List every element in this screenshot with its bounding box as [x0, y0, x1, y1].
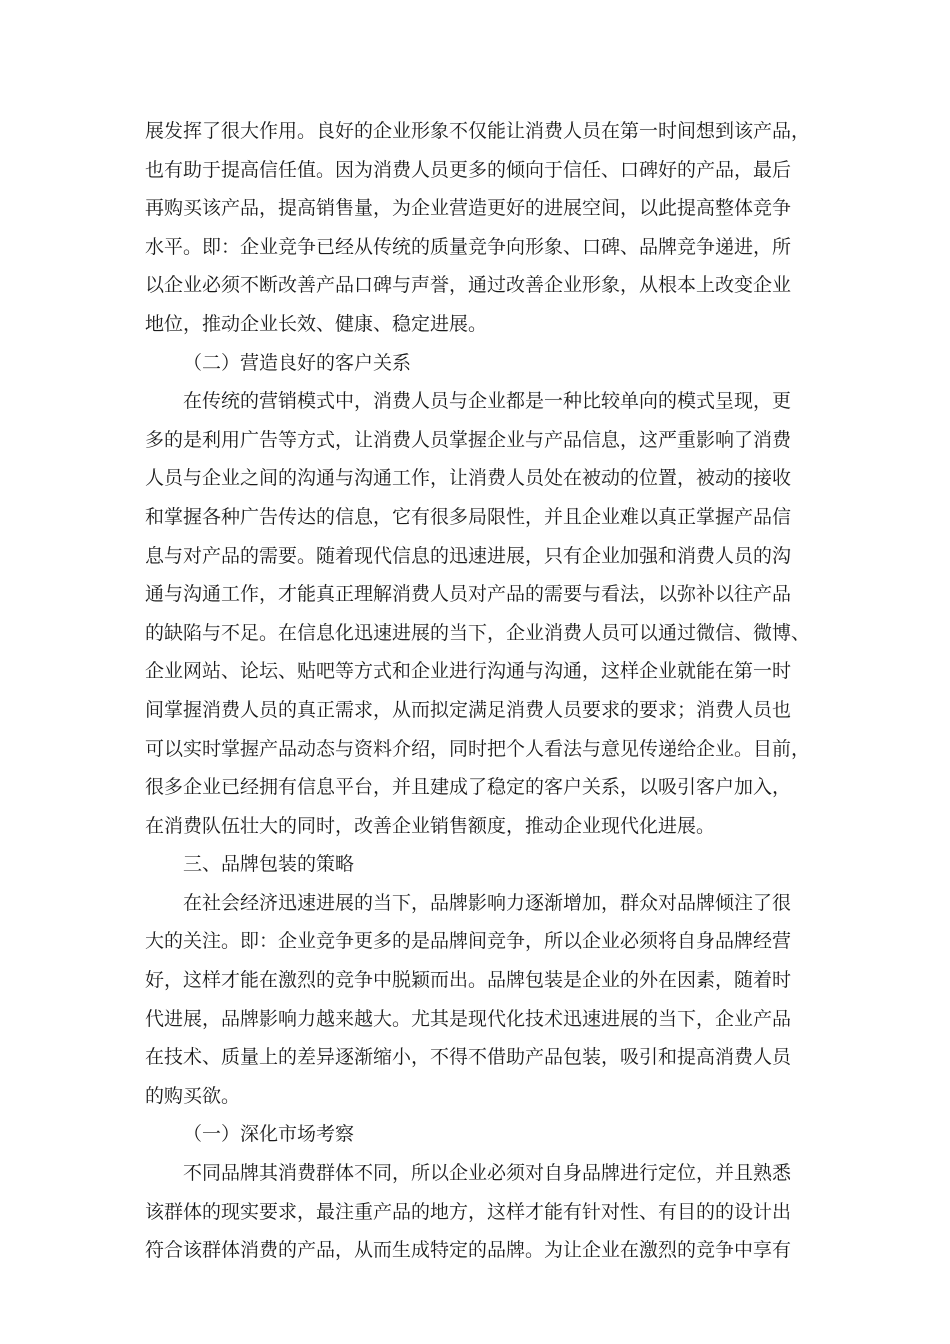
paragraph-line: 展发挥了很大作用。良好的企业形象不仅能让消费人员在第一时间想到该产品，	[145, 120, 811, 142]
paragraph-line: 在传统的营销模式中，消费人员与企业都是一种比较单向的模式呈现，更	[183, 390, 792, 413]
paragraph-line: 企业网站、论坛、贴吧等方式和企业进行沟通与沟通，这样企业就能在第一时	[145, 660, 792, 683]
paragraph-line: 息与对产品的需要。随着现代信息的迅速进展，只有企业加强和消费人员的沟	[145, 544, 792, 567]
paragraph-line: 符合该群体消费的产品，从而生成特定的品牌。为让企业在激烈的竞争中享有	[145, 1239, 792, 1262]
section-heading: （二）营造良好的客户关系	[183, 351, 412, 374]
paragraph-line: 的购买欲。	[145, 1084, 241, 1107]
paragraph-line: 在社会经济迅速进展的当下，品牌影响力逐渐增加，群众对品牌倾注了很	[183, 891, 792, 914]
paragraph-line: 不同品牌其消费群体不同，所以企业必须对自身品牌进行定位，并且熟悉	[183, 1162, 792, 1185]
paragraph-line: 代进展，品牌影响力越来越大。尤其是现代化技术迅速进展的当下，企业产品	[145, 1007, 792, 1030]
paragraph-line: 通与沟通工作，才能真正理解消费人员对产品的需要与看法，以弥补以往产品	[145, 583, 792, 606]
paragraph-line: 该群体的现实要求，最注重产品的地方，这样才能有针对性、有目的的设计出	[145, 1200, 792, 1223]
paragraph-line: 好，这样才能在激烈的竞争中脱颖而出。品牌包装是企业的外在因素，随着时	[145, 969, 792, 992]
paragraph-line: 的缺陷与不足。在信息化迅速进展的当下，企业消费人员可以通过微信、微博、	[145, 621, 811, 644]
paragraph-line: 很多企业已经拥有信息平台，并且建成了稳定的客户关系，以吸引客户加入，	[145, 776, 792, 799]
paragraph-line: 水平。即：企业竞争已经从传统的质量竞争向形象、口碑、品牌竞争递进，所	[145, 235, 792, 258]
paragraph-line: 多的是利用广告等方式，让消费人员掌握企业与产品信息，这严重影响了消费	[145, 428, 792, 451]
section-heading: 三、品牌包装的策略	[183, 853, 355, 876]
section-heading: （一）深化市场考察	[183, 1123, 355, 1146]
paragraph-line: 人员与企业之间的沟通与沟通工作，让消费人员处在被动的位置，被动的接收	[145, 467, 792, 490]
paragraph-line: 以企业必须不断改善产品口碑与声誉，通过改善企业形象，从根本上改变企业	[145, 274, 792, 297]
paragraph-line: 在技术、质量上的差异逐渐缩小，不得不借助产品包装，吸引和提高消费人员	[145, 1046, 792, 1069]
paragraph-line: 也有助于提高信任值。因为消费人员更多的倾向于信任、口碑好的产品，最后	[145, 158, 792, 181]
paragraph-line: 地位，推动企业长效、健康、稳定进展。	[145, 312, 488, 335]
paragraph-line: 和掌握各种广告传达的信息，它有很多局限性，并且企业难以真正掌握产品信	[145, 505, 792, 528]
paragraph-line: 在消费队伍壮大的同时，改善企业销售额度，推动企业现代化进展。	[145, 814, 716, 837]
paragraph-line: 间掌握消费人员的真正需求，从而拟定满足消费人员要求的要求；消费人员也	[145, 698, 792, 721]
paragraph-line: 再购买该产品，提高销售量，为企业营造更好的进展空间，以此提高整体竞争	[145, 197, 792, 220]
document-body	[145, 112, 811, 1270]
paragraph-line: 可以实时掌握产品动态与资料介绍，同时把个人看法与意见传递给企业。目前，	[145, 737, 811, 760]
paragraph-line: 大的关注。即：企业竞争更多的是品牌间竞争，所以企业必须将自身品牌经营	[145, 930, 792, 953]
